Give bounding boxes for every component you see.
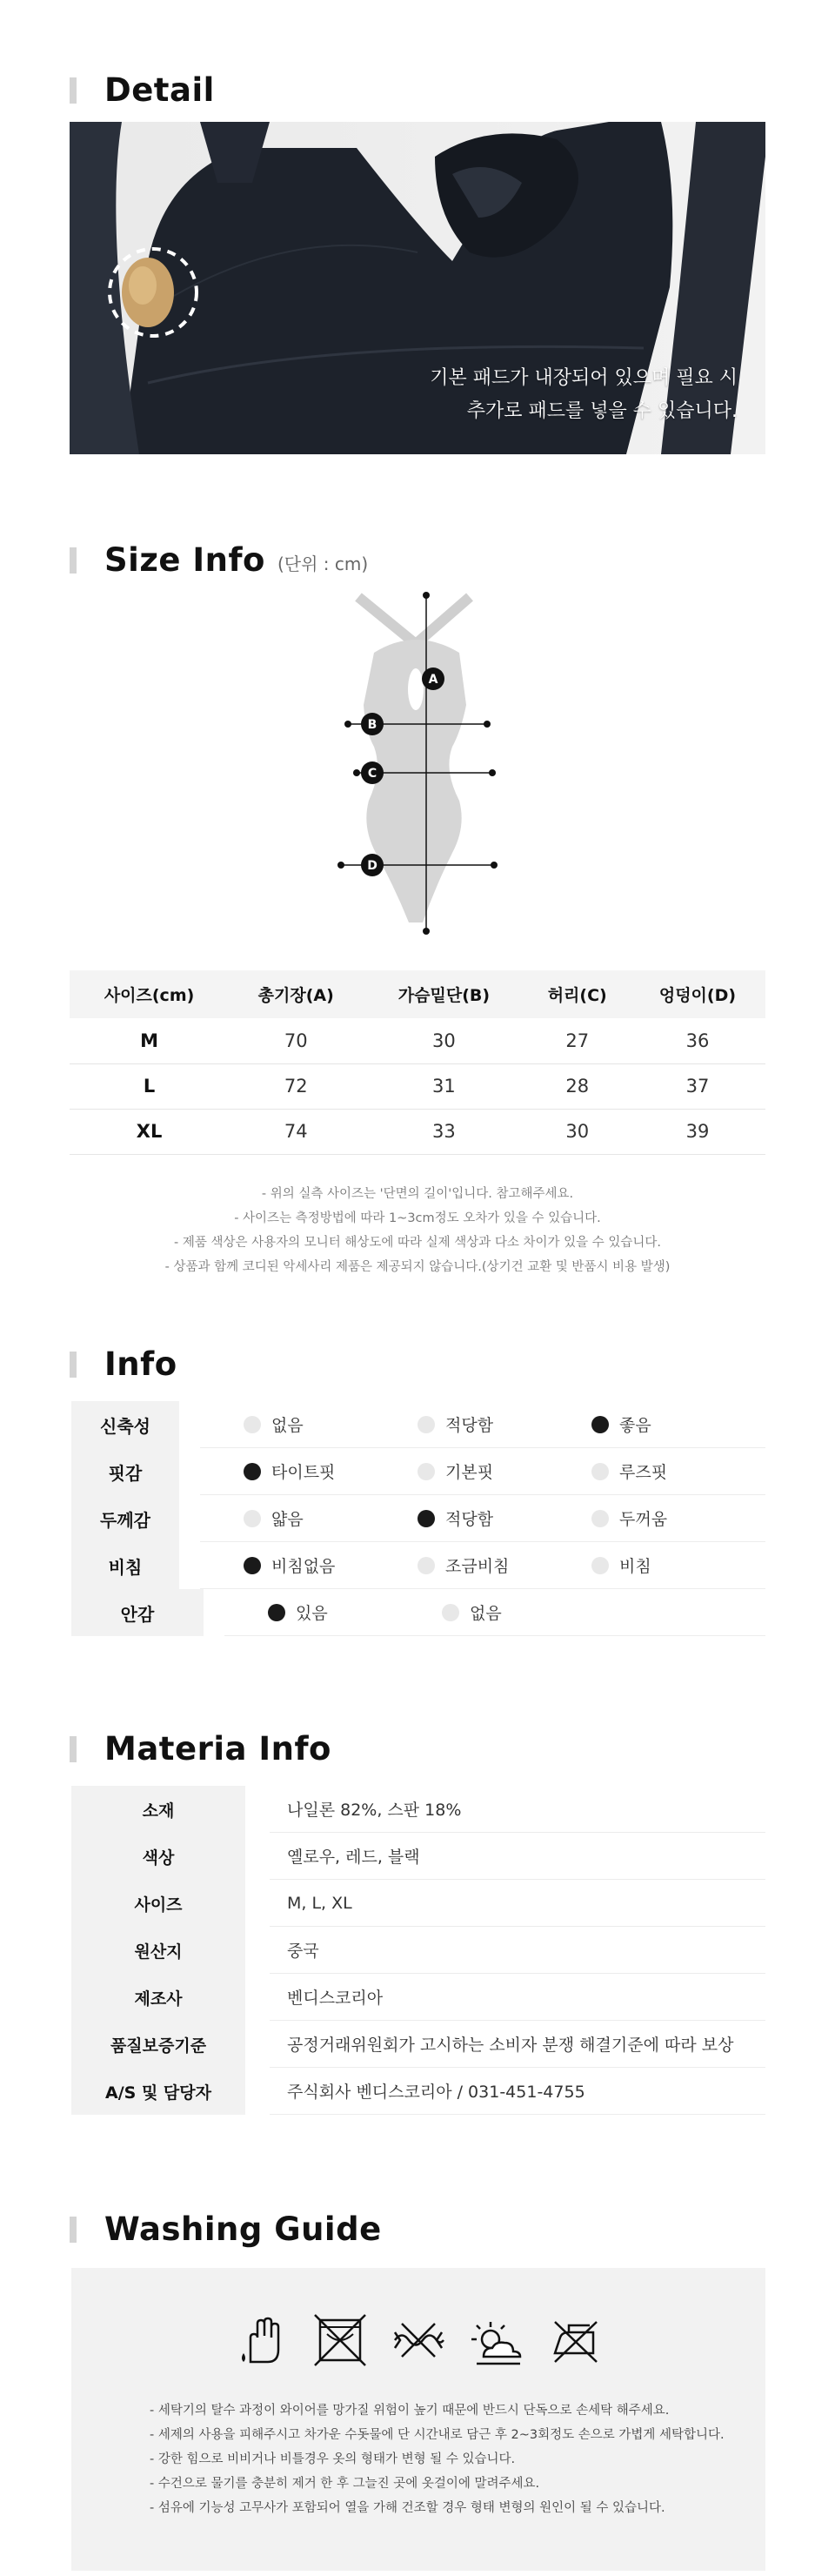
materia-value: 옐로우, 레드, 블랙: [270, 1833, 765, 1880]
size-note-line: - 사이즈는 측정방법에 따라 1~3cm정도 오차가 있을 수 있습니다.: [234, 1211, 601, 1225]
size-cell: M: [70, 1018, 229, 1063]
washing-guide-section-title: [70, 2210, 382, 2248]
washing-guide-title: Washing Guide: [104, 2210, 382, 2248]
diagram-label-a: [422, 667, 444, 690]
materia-label: 소재: [71, 1786, 245, 1833]
size-cell: L: [70, 1063, 229, 1109]
size-table-header-row: [70, 970, 765, 1018]
washing-notes: [150, 2398, 725, 2520]
table-row: [71, 1786, 765, 1833]
measure-cell: 72: [229, 1063, 363, 1109]
size-cell: XL: [70, 1109, 229, 1154]
info-row-lining: [71, 1589, 765, 1636]
dot-indicator-icon: [418, 1416, 435, 1433]
info-option: 없음: [442, 1600, 616, 1624]
materia-value: 공정거래위원회가 고시하는 소비자 분쟁 해결기준에 따라 보상: [270, 2021, 765, 2068]
diagram-label-d: [361, 854, 384, 876]
detail-title: Detail: [104, 71, 215, 109]
info-option-selected: 좋음: [591, 1412, 765, 1436]
size-info-section-title: [70, 541, 368, 579]
info-table: [71, 1401, 765, 1636]
table-row: [71, 1974, 765, 2021]
washing-note-line: - 세탁기의 탈수 과정이 와이어를 망가질 위험이 높기 때문에 반드시 단독으로 손세탁 해주세요.: [150, 2404, 670, 2418]
info-row-sheerness: [71, 1542, 765, 1589]
size-table: [70, 970, 765, 1155]
info-label: 비침: [71, 1542, 179, 1589]
dot-indicator-icon: [442, 1604, 459, 1621]
size-diagram: [313, 592, 522, 940]
materia-value: 중국: [270, 1927, 765, 1974]
info-row-fit: [71, 1448, 765, 1495]
info-option-selected: 있음: [268, 1600, 442, 1624]
measure-cell: 74: [229, 1109, 363, 1154]
materia-value: 벤디스코리아: [270, 1974, 765, 2021]
materia-info-title: Materia Info: [104, 1730, 331, 1768]
info-option: 루즈핏: [591, 1459, 765, 1483]
info-title: Info: [104, 1345, 177, 1383]
washing-note-line: - 강한 힘으로 비비거나 비틀경우 옷의 형태가 변형 될 수 있습니다.: [150, 2452, 516, 2466]
table-row: [71, 1833, 765, 1880]
shade-dry-icon: [468, 2311, 525, 2369]
measure-cell: 31: [363, 1063, 524, 1109]
svg-text:C: C: [367, 767, 377, 781]
title-bar-decoration: [70, 1352, 77, 1378]
info-option: 조금비침: [418, 1553, 591, 1577]
dot-selected-icon: [418, 1510, 435, 1527]
info-row-thickness: [71, 1495, 765, 1542]
detail-photo: [70, 122, 765, 454]
title-bar-decoration: [70, 2217, 77, 2243]
table-row: [70, 1018, 765, 1063]
materia-table: [71, 1786, 765, 2115]
dot-selected-icon: [591, 1416, 609, 1433]
materia-label: 품질보증기준: [71, 2021, 245, 2068]
no-machine-wash-icon: [311, 2311, 369, 2369]
size-table-header: 허리(C): [525, 970, 630, 1018]
materia-label: 사이즈: [71, 1880, 245, 1927]
info-option: 얇음: [244, 1506, 418, 1530]
materia-info-section-title: [70, 1730, 331, 1768]
info-label: 신축성: [71, 1401, 179, 1448]
materia-label: 색상: [71, 1833, 245, 1880]
size-table-header: 가슴밑단(B): [363, 970, 524, 1018]
table-row: [70, 1109, 765, 1154]
size-note-line: - 위의 실측 사이즈는 '단면의 길이'입니다. 참고해주세요.: [261, 1187, 574, 1201]
size-note-line: - 제품 색상은 사용자의 모니터 해상도에 따라 실제 색상과 다소 차이가 있을 수 있습니다.: [173, 1236, 661, 1250]
dot-indicator-icon: [244, 1510, 261, 1527]
info-option: 비침: [591, 1553, 765, 1577]
washing-note-line: - 세제의 사용을 피해주시고 차가운 수돗물에 단 시간내로 담근 후 2~3회정도 손으로 가볍게 세탁합니다.: [150, 2428, 725, 2442]
measure-cell: 30: [525, 1109, 630, 1154]
materia-label: 제조사: [71, 1974, 245, 2021]
materia-label: A/S 및 담당자: [71, 2068, 245, 2115]
size-table-header: 총기장(A): [229, 970, 363, 1018]
detail-section-title: [70, 71, 215, 109]
detail-caption: [430, 362, 738, 428]
info-option-selected: 비침없음: [244, 1553, 418, 1577]
table-row: [71, 2068, 765, 2115]
size-table-header: 사이즈(cm): [70, 970, 229, 1018]
hand-wash-icon: [233, 2311, 291, 2369]
info-label: 두께감: [71, 1495, 179, 1542]
info-label: 핏감: [71, 1448, 179, 1495]
table-row: [71, 1880, 765, 1927]
svg-text:A: A: [428, 673, 438, 687]
info-option: 적당함: [418, 1412, 591, 1436]
measure-cell: 28: [525, 1063, 630, 1109]
title-bar-decoration: [70, 1736, 77, 1762]
size-info-title: Size Info: [104, 541, 265, 579]
size-table-header: 엉덩이(D): [630, 970, 765, 1018]
no-iron-icon: [546, 2311, 604, 2369]
info-label: 안감: [71, 1589, 204, 1636]
dot-selected-icon: [268, 1604, 285, 1621]
dot-indicator-icon: [591, 1557, 609, 1574]
materia-value: M, L, XL: [270, 1880, 765, 1927]
table-row: [70, 1063, 765, 1109]
washing-icons: [71, 2311, 765, 2369]
materia-label: 원산지: [71, 1927, 245, 1974]
info-option: 없음: [244, 1412, 418, 1436]
diagram-label-b: [361, 713, 384, 735]
dot-indicator-icon: [418, 1557, 435, 1574]
info-option-selected: 타이트핏: [244, 1459, 418, 1483]
size-note-line: - 상품과 함께 코디된 악세사리 제품은 제공되지 않습니다.(상기건 교환 및 반품시 비용 발생): [164, 1260, 671, 1274]
detail-caption-line: 기본 패드가 내장되어 있으며 필요 시: [430, 367, 738, 389]
info-option: 두꺼움: [591, 1506, 765, 1530]
washing-guide-box: [71, 2268, 765, 2571]
dot-indicator-icon: [591, 1463, 609, 1480]
svg-text:B: B: [367, 718, 377, 732]
dot-selected-icon: [244, 1463, 261, 1480]
title-bar-decoration: [70, 77, 77, 104]
info-row-stretch: [71, 1401, 765, 1448]
materia-value: 나일론 82%, 스판 18%: [270, 1786, 765, 1833]
washing-note-line: - 섬유에 기능성 고무사가 포함되어 열을 가해 건조할 경우 형태 변형의 원인이 될 수 있습니다.: [150, 2501, 665, 2515]
size-notes: [70, 1182, 765, 1279]
washing-note-line: - 수건으로 물기를 충분히 제거 한 후 그늘진 곳에 옷걸이에 말려주세요.: [150, 2477, 540, 2491]
title-bar-decoration: [70, 547, 77, 574]
measure-cell: 70: [229, 1018, 363, 1063]
measure-cell: 37: [630, 1063, 765, 1109]
table-row: [71, 1927, 765, 1974]
measure-cell: 27: [525, 1018, 630, 1063]
info-option-selected: 적당함: [418, 1506, 591, 1530]
no-wring-icon: [390, 2311, 447, 2369]
measure-cell: 30: [363, 1018, 524, 1063]
info-section-title: [70, 1345, 177, 1383]
materia-value: 주식회사 벤디스코리아 / 031-451-4755: [270, 2068, 765, 2115]
svg-text:D: D: [367, 859, 377, 873]
detail-caption-line: 추가로 패드를 넣을 수 있습니다.: [466, 400, 738, 422]
measure-cell: 33: [363, 1109, 524, 1154]
dot-selected-icon: [244, 1557, 261, 1574]
table-row: [71, 2021, 765, 2068]
measure-cell: 36: [630, 1018, 765, 1063]
size-unit-label: (단위 : cm): [277, 553, 369, 574]
dot-indicator-icon: [591, 1510, 609, 1527]
dot-indicator-icon: [418, 1463, 435, 1480]
dot-indicator-icon: [244, 1416, 261, 1433]
measure-cell: 39: [630, 1109, 765, 1154]
info-option: 기본핏: [418, 1459, 591, 1483]
diagram-label-c: [361, 761, 384, 784]
